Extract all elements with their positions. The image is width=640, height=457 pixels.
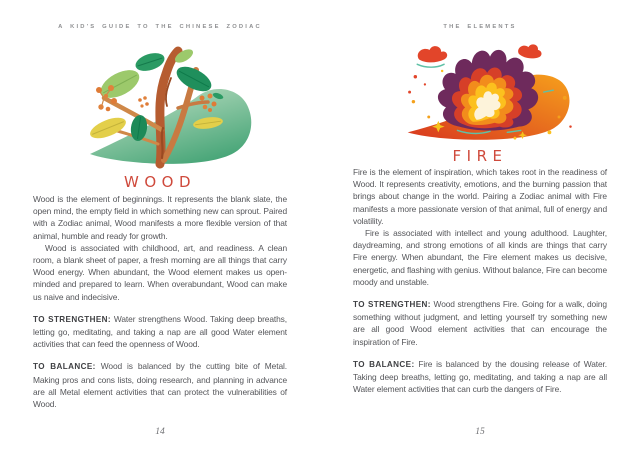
fire-strengthen-paragraph	[353, 298, 607, 348]
fire-balance-paragraph	[353, 358, 607, 396]
strengthen-text: Wood strengthens Fire. Going for a walk, doing something without judgment, and letting yourself try something new are all good Wood element activities that can encourage the inspiration of Fire.	[353, 299, 607, 347]
running-head-left: A KID'S GUIDE TO THE CHINESE ZODIAC	[58, 24, 262, 30]
strengthen-label: TO STRENGTHEN:	[353, 300, 431, 310]
balance-text: Wood is balanced by the cutting bite of Metal. Making pros and cons lists, doing research, and planning in advance are all Metal element activities that can protect the vulnerabilities of Wood.	[33, 361, 287, 410]
wood-paragraph-1: Wood is the element of beginnings. It represents the blank slate, the open mind, the empty field in which something new can sprout. Paired with a Zodiac animal, Wood manifests a more flexible version of that animal, humble and ready for growth.	[33, 194, 287, 241]
fire-paragraph-2: Fire is associated with intellect and young adulthood. Laughter, daydreaming, and strong emotions of all kinds are things that carry Fire energy. When abundant, the Fire element makes us decisive, energetic, and flashing with genius. Without balance, Fire can become moody and unstable.	[353, 228, 607, 287]
element-title-fire: FIRE	[452, 147, 508, 165]
wood-tree-illustration	[84, 46, 256, 175]
balance-label: TO BALANCE:	[353, 359, 415, 369]
balance-label: TO BALANCE:	[33, 362, 96, 372]
wood-paragraph-2: Wood is associated with childhood, art, and readiness. A clean room, a blank sheet of paper, a fresh morning are all things that carry Wood energy. When abundant, the Wood element makes us open-minded and prepared to learn. When overabundant, Wood can make us naive and indecisive.	[33, 242, 287, 302]
wood-body-text	[33, 193, 287, 410]
fire-paragraph-1: Fire is the element of inspiration, which takes root in the readiness of Wood. It represents creativity, emotions, and the burning passion that brings about change in the world. Pairing a Zodiac animal with Fire manifests a more passionate version of that animal, full of energy and volatility.	[353, 167, 607, 226]
flame	[438, 50, 538, 131]
wood-balance-paragraph	[33, 360, 287, 410]
page-number-left: 14	[155, 427, 165, 437]
strengthen-text: Water strengthens Wood. Taking deep breaths, letting go, meditating, and taking a nap are all good Water element activities that can feed the openness of Wood.	[33, 313, 287, 350]
running-head-right: THE ELEMENTS	[443, 24, 517, 30]
page-number-right: 15	[475, 427, 485, 437]
page-fire	[320, 0, 640, 457]
strengthen-label: TO STRENGTHEN:	[33, 314, 112, 324]
fire-body-text	[353, 166, 607, 395]
balance-text: Fire is balanced by the dousing release of Water. Taking deep breaths, letting go, meditating, and taking a nap are all Water element activities that can curb the dangers of Fire.	[353, 358, 607, 395]
fire-flames-illustration	[400, 42, 582, 146]
element-title-wood: WOOD	[124, 173, 196, 191]
wood-strengthen-paragraph	[33, 313, 287, 351]
